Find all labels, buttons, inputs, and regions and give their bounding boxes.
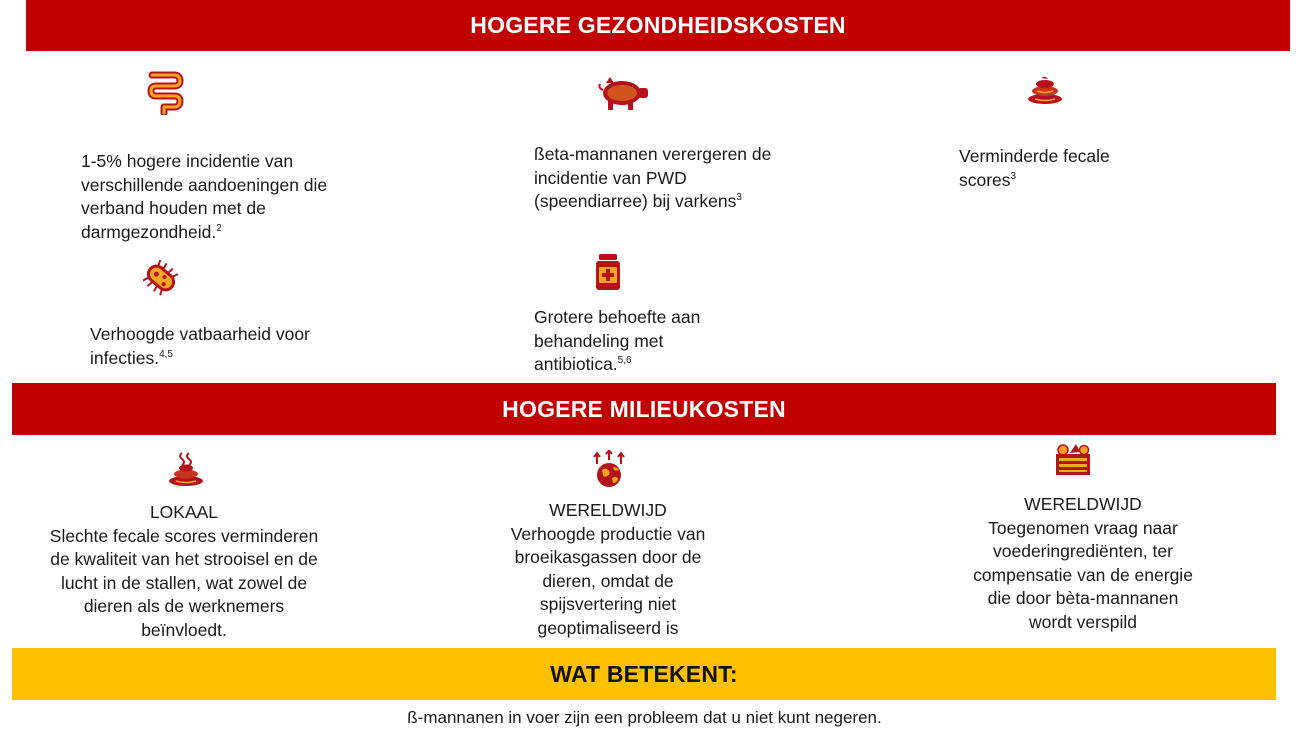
- env-item-global-emissions-text: Verhoogde productie van broeikasgassen door de dieren, omdat de spijsvertering niet geoptimaliseerd is: [510, 523, 706, 638]
- medicine-bottle-icon: [593, 253, 623, 291]
- feces-icon: [1027, 75, 1063, 105]
- health-item-bacteria-text: Verhoogde vatbaarheid voor infecties.$^{4,5}$: [90, 324, 310, 368]
- feed-crate-icon: [1054, 442, 1092, 476]
- environment-costs-banner: [12, 383, 1276, 435]
- meaning-title: WAT BETEKENT:: [550, 660, 738, 687]
- health-costs-banner: [26, 0, 1290, 51]
- health-costs-title: HOGERE GEZONDHEIDSKOSTEN: [470, 12, 846, 38]
- env-item-global-feed-heading: WERELDWIJD: [1024, 494, 1142, 514]
- pig-icon: [598, 76, 650, 112]
- health-item-feces-text: Verminderde fecale scores$^3$: [959, 146, 1110, 190]
- env-item-local-text: Slechte fecale scores verminderen de kwaliteit van het strooisel en de lucht in de stallen, wat zowel de dieren als de werknemers beïnvloedt.: [49, 525, 319, 640]
- health-item-intestine-text: 1-5% hogere incidentie van verschillende aandoeningen die verband houden met de darmgezondheid.$^2$: [81, 151, 328, 242]
- bacteria-icon: [143, 260, 179, 296]
- intestine-icon: [146, 71, 184, 115]
- meaning-text: ß-mannanen in voer zijn een probleem dat u niet kunt negeren.: [407, 708, 882, 727]
- environment-costs-title: HOGERE MILIEUKOSTEN: [502, 395, 786, 422]
- globe-emissions-icon: [590, 450, 628, 488]
- health-item-antibiotics-text: Grotere behoefte aan behandeling met antibiotica.$^{5,6}$: [534, 307, 701, 374]
- env-item-global-feed-text: Toegenomen vraag naar voederingrediënten, ter compensatie van de energie die door bèta-mannanen wordt verspild: [973, 517, 1193, 632]
- meaning-banner: [12, 648, 1276, 700]
- health-item-pig-text: ßeta-mannanen verergeren de incidentie van PWD (speendiarree) bij varkens$^3$: [534, 144, 772, 211]
- env-item-global-feed: [968, 493, 1198, 634]
- smelly-feces-icon: [168, 451, 204, 487]
- env-item-local-heading: LOKAAL: [149, 502, 219, 522]
- env-item-global-emissions: [498, 499, 718, 640]
- env-item-local: [44, 501, 324, 642]
- env-item-global-emissions-heading: WERELDWIJD: [549, 500, 667, 520]
